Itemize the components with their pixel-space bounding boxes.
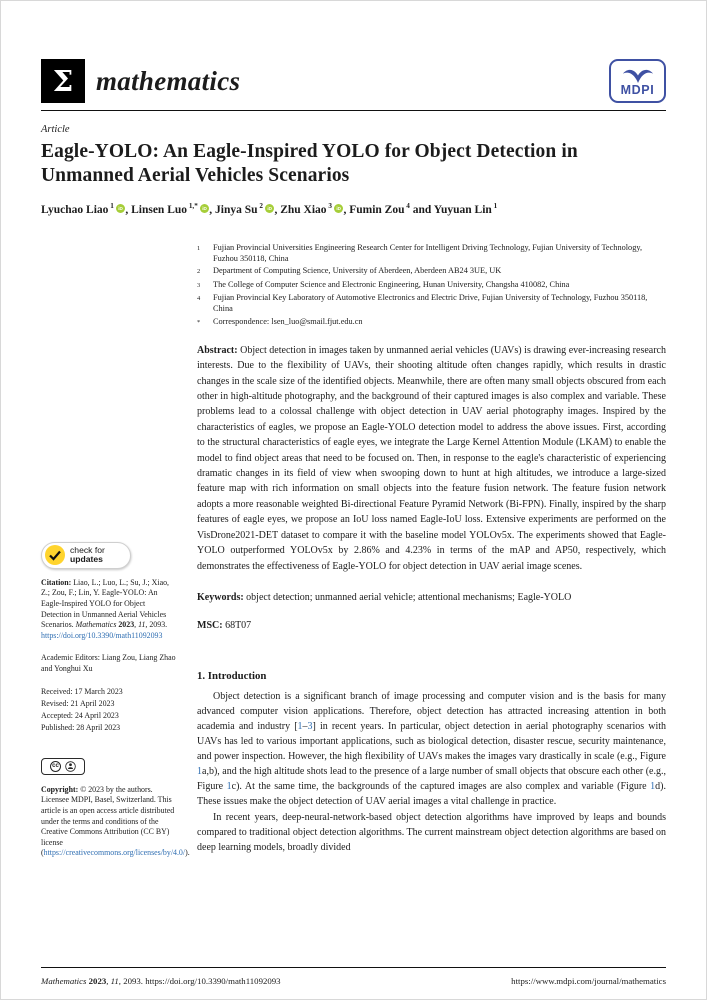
author xyxy=(131,204,215,216)
text-segment: , 2093. xyxy=(145,620,168,630)
copyright-block xyxy=(41,784,190,859)
main-column xyxy=(197,242,666,859)
academic-editors: Academic Editors: Liang Zou, Liang Zhao and Yonghui Xu xyxy=(41,653,176,673)
mdpi-wordmark: MDPI xyxy=(620,82,655,97)
inline-link[interactable]: https://creativecommons.org/licenses/by/4.0/ xyxy=(43,848,186,858)
affiliation-item xyxy=(197,292,666,314)
abstract xyxy=(197,343,666,574)
text-segment: d). These issues make the object detection of UAV aerial images a vital challenge in practice. xyxy=(197,780,666,807)
orcid-icon[interactable]: iD xyxy=(200,204,210,214)
sigma-logo-icon xyxy=(41,59,85,103)
text-segment: c). At the same time, the backgrounds of the captured images are also complex and variable (Figure xyxy=(231,780,651,792)
text-segment: Citation: xyxy=(41,577,74,587)
keywords-text: object detection; unmanned aerial vehicle; attentional mechanisms; Eagle-YOLO xyxy=(246,591,572,603)
footer-journal-url[interactable]: https://www.mdpi.com/journal/mathematics xyxy=(511,976,666,986)
text-segment: Liao, L.; Luo, L.; Su, J.; Xiao, Z.; Zou, F.; Lin, Y. Eagle-YOLO: An Eagle-Inspired YOLO for Object Detection in Unmanned Aerial Vehicles Scenarios. xyxy=(41,577,169,630)
inline-link[interactable]: https://doi.org/10.3390/math11092093 xyxy=(145,976,281,986)
paragraph xyxy=(197,689,666,809)
dates-list xyxy=(41,687,177,734)
author-separator: , xyxy=(274,203,281,216)
inline-link[interactable]: 1 xyxy=(226,780,232,792)
text-segment: Mathematics xyxy=(75,620,119,630)
author xyxy=(349,204,434,216)
date-line: Revised: 21 April 2023 xyxy=(41,698,115,708)
inline-link[interactable]: https://doi.org/10.3390/math11092093 xyxy=(41,630,163,640)
check-for-updates-label: check for updates xyxy=(70,544,105,565)
affiliation-text: Fujian Provincial Universities Engineering Research Center for Intelligent Driving Technology, Fujian University of Technology, Fuzhou 350118, China xyxy=(213,242,643,263)
affiliation-marker: 3 xyxy=(197,281,201,289)
text-segment: Mathematics xyxy=(41,976,89,986)
author-name: Lyuchao Liao xyxy=(41,203,109,216)
text-segment: In recent years, deep-neural-network-based object detection algorithms have improved by leaps and bounds compared to traditional object detection algorithms. The current mainstream object detection algorithms are based on deep learning models, broadly divided xyxy=(197,811,666,853)
sidebar xyxy=(41,242,190,859)
author-name: Fumin Zou xyxy=(349,203,405,216)
inline-link[interactable]: 1 xyxy=(197,765,202,777)
affiliation-text: The College of Computer Science and Electronic Engineering, Hunan University, Changsha 410082, China xyxy=(213,279,570,289)
text-segment: 2023 xyxy=(118,620,135,630)
journal-logo-group xyxy=(41,59,240,103)
mdpi-book-icon xyxy=(621,67,655,84)
affiliation-item xyxy=(197,242,666,264)
article-title: Eagle-YOLO: An Eagle-Inspired YOLO for Object Detection in Unmanned Aerial Vehicles Scenarios xyxy=(41,141,578,186)
msc xyxy=(197,620,666,631)
author-name: Yuyuan Lin xyxy=(433,203,492,216)
affiliation-marker: 1 xyxy=(197,244,201,252)
sigma-glyph: Σ xyxy=(52,64,74,98)
text-segment: , 2093. xyxy=(118,976,146,986)
abstract-text: Object detection in images taken by unmanned aerial vehicles (UAVs) is drawing ever-increasing research interests. Due to the flexibility of UAVs, their shooting altitude often changes rapidly, which results in drastic changes in the scale size of the identified objects. Meanwhile, there are often many small objects obscured from each other in high-altitude photography, and the background of their captured images is also complex and variable. These problems lead to a colossal challenge with object detection in UAV aerial photography images. Inspired by the characteristics of eagles, we propose an Eagle-YOLO detection model to address the above issues. First, according to the structural characteristics of eagle eyes, we integrate the Large Kernel Attention Module (LKAM) to enable the model to find object areas that need to be focused on. Then, in response to the eagle's characteristic of experiencing dramatic changes in its field of view when swooping down to hunt at high altitudes, we introduce a large-sized feature map with rich information on small objects into the feature fusion network. The feature fusion network adopts a more reasonable weighted Bi-directional Feature Pyramid Network (Bi-FPN). Finally, inspired by the sharp features of eagle eyes, we propose an IoU loss named Eagle-IoU loss. Extensive experiments are performed on the VisDrone2021-DET dataset to compare it with the baseline model YOLOv5x. The experiments showed that Eagle-YOLO outperformed YOLOv5x by 2.86% and 4.23% in terms of the mAP and AP50, respectively, which demonstrates the effectiveness of Eagle-YOLO for object detection in UAV aerial image scenes. xyxy=(197,344,666,572)
text-segment: Object detection is a significant branch of image processing and computer vision and is the basis for many advanced computer vision applications. Therefore, object detection has attracted increasing attention in both academia and industry [ xyxy=(197,690,666,732)
orcid-icon[interactable]: iD xyxy=(334,204,344,214)
author-separator: , xyxy=(209,203,216,216)
text-segment: ). xyxy=(185,848,190,858)
affiliation-list xyxy=(197,242,666,328)
affiliation-text: Correspondence: lsen_luo@smail.fjut.edu.cn xyxy=(213,316,363,326)
author-separator: , xyxy=(125,203,132,216)
text-segment: 2023 xyxy=(88,976,107,986)
author xyxy=(434,204,497,216)
text-segment: , xyxy=(106,976,111,986)
cc-by-person-icon xyxy=(65,761,76,772)
author-list xyxy=(41,199,666,218)
affiliation-marker: 4 xyxy=(197,295,201,303)
author-affil-sup: 4 xyxy=(404,202,410,210)
affiliation-item xyxy=(197,265,666,277)
header-rule xyxy=(41,110,666,111)
check-for-updates-badge[interactable] xyxy=(41,542,131,569)
inline-link[interactable]: 3 xyxy=(307,720,313,732)
author-name: Linsen Luo xyxy=(131,203,188,216)
author xyxy=(280,204,349,216)
footer-citation xyxy=(41,976,281,986)
author-affil-sup: 3 xyxy=(326,202,332,210)
affiliation-text: Department of Computing Science, University of Aberdeen, Aberdeen AB24 3UE, UK xyxy=(213,266,502,276)
author-affil-sup: 1 xyxy=(491,202,498,210)
page-footer xyxy=(41,967,666,986)
msc-label: MSC: xyxy=(197,619,223,631)
crossmark-icon xyxy=(45,545,65,565)
footer-row xyxy=(41,976,666,986)
mdpi-logo[interactable] xyxy=(609,59,666,103)
text-segment: a,b), and the high altitude shots lead to the presence of a large number of small objects that obscure each other (e.g., Figure xyxy=(197,765,666,792)
orcid-icon[interactable]: iD xyxy=(265,204,275,214)
footer-rule xyxy=(41,967,666,968)
author-affil-sup: 1,* xyxy=(187,202,198,210)
cc-by-license-badge[interactable] xyxy=(41,758,85,775)
author-separator: , xyxy=(343,203,350,216)
section-heading-introduction: 1. Introduction xyxy=(197,669,267,682)
affiliation-marker: 2 xyxy=(197,268,201,276)
orcid-icon[interactable]: iD xyxy=(116,204,126,214)
affiliation-item xyxy=(197,316,666,328)
paragraph xyxy=(197,810,666,855)
author-affil-sup: 1 xyxy=(108,202,114,210)
journal-name: mathematics xyxy=(96,65,241,96)
text-segment: 11 xyxy=(110,976,119,986)
text-segment: , xyxy=(134,620,139,630)
article-type-label: Article xyxy=(41,124,70,135)
affiliation-text: Fujian Provincial Key Laboratory of Automotive Electronics and Electric Drive, Fujian University of Technology, Fuzhou 350118, China xyxy=(213,293,648,314)
keywords xyxy=(197,591,666,605)
date-line: Accepted: 24 April 2023 xyxy=(41,710,119,720)
abstract-label: Abstract: xyxy=(197,344,238,356)
intro-paragraphs xyxy=(197,689,666,855)
affiliation-item xyxy=(197,279,666,291)
author-name: Jinya Su xyxy=(215,203,258,216)
inline-link[interactable]: 1 xyxy=(650,780,656,792)
body-columns xyxy=(41,242,666,859)
author xyxy=(41,204,131,216)
author xyxy=(215,204,280,216)
inline-link[interactable]: 1 xyxy=(297,720,303,732)
author-separator: and xyxy=(409,203,434,216)
author-affil-sup: 2 xyxy=(257,202,263,210)
text-segment: – xyxy=(302,720,308,732)
author-name: Zhu Xiao xyxy=(280,203,327,216)
cc-icon: cc xyxy=(50,761,61,772)
text-segment: Copyright: xyxy=(41,784,81,794)
text-segment: ] in recent years. In particular, object detection in aerial photography scenarios with UAVs has led to various important applications, such as biological detection, disaster rescue, security maintenance, and power inspection. However, the high flexibility of UAVs makes the images vary drastically in scale (e.g., Figure xyxy=(197,720,667,762)
keywords-label: Keywords: xyxy=(197,591,244,603)
affiliation-marker: * xyxy=(197,318,201,326)
citation-block xyxy=(41,578,177,642)
msc-text: 68T07 xyxy=(225,619,252,631)
date-line: Received: 17 March 2023 xyxy=(41,686,123,696)
text-segment: © 2023 by the authors. Licensee MDPI, Basel, Switzerland. This article is an open access article distributed under the terms and conditions of the Creative Commons Attribution (CC BY) license ( xyxy=(41,784,175,858)
article-head xyxy=(41,124,666,218)
journal-header xyxy=(41,58,666,104)
text-segment: 11 xyxy=(138,620,146,630)
date-line: Published: 28 April 2023 xyxy=(41,723,121,733)
